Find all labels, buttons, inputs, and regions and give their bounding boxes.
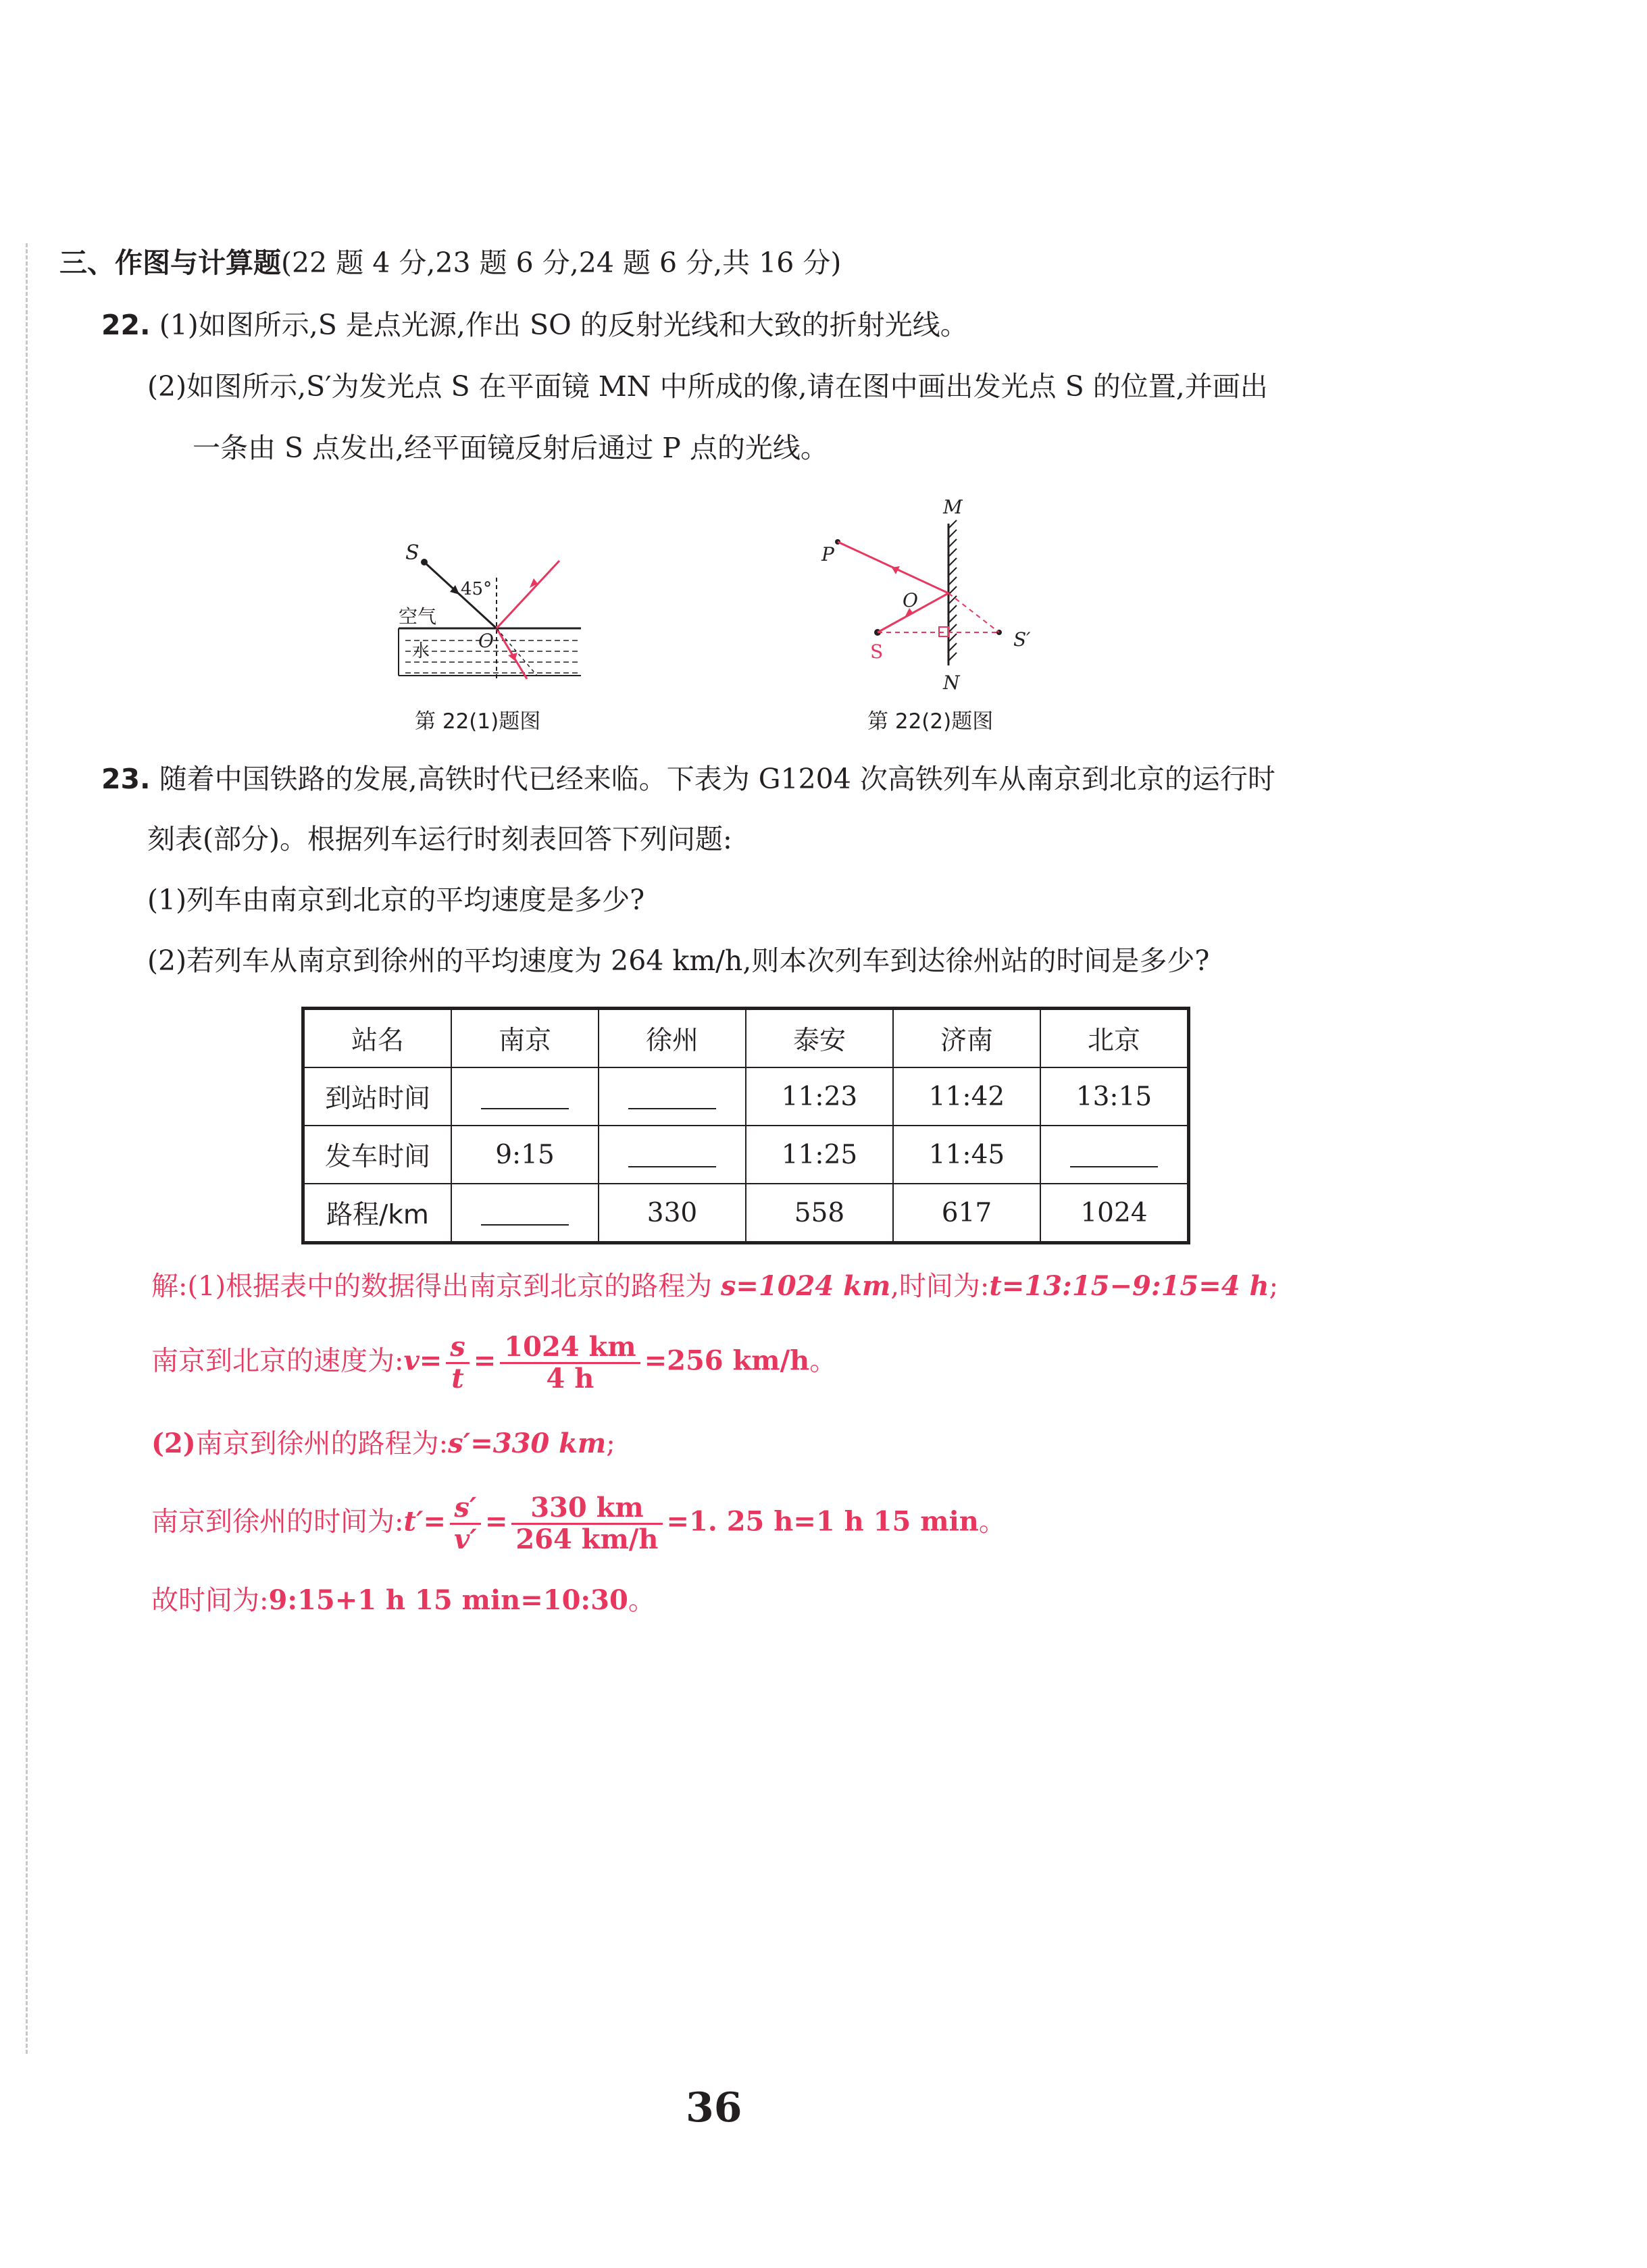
q22-part2-line2: 一条由 S 点发出,经平面镜反射后通过 P 点的光线。 xyxy=(193,432,828,464)
mirror-hatching xyxy=(948,520,957,661)
table-row-depart xyxy=(303,1126,1189,1184)
solution-line3: (2)南京到徐州的路程为:s′=330 km; xyxy=(151,1428,615,1459)
binding-margin-line xyxy=(26,243,28,2054)
table-cell: 330 xyxy=(599,1184,746,1243)
table-row-header xyxy=(303,1009,1189,1068)
row-label: 发车时间 xyxy=(303,1126,452,1184)
row-label: 路程/km xyxy=(303,1184,452,1243)
table-cell: 11:42 xyxy=(893,1067,1040,1126)
table-header-cell: 北京 xyxy=(1040,1009,1189,1068)
table-cell: 617 xyxy=(893,1184,1040,1243)
label-angle: 45° xyxy=(461,579,492,599)
label-s-prime: S′ xyxy=(1013,628,1031,651)
table-cell-blank xyxy=(599,1126,746,1184)
solution-line5: 故时间为:9:15+1 h 15 min=10:30。 xyxy=(151,1584,655,1616)
section-title: 三、作图与计算题 xyxy=(59,247,281,279)
table-cell-blank xyxy=(451,1067,599,1126)
table-cell: 11:23 xyxy=(746,1067,893,1126)
figure-22-1-caption: 第 22(1)题图 xyxy=(415,709,541,734)
table-row-arrive xyxy=(303,1067,1189,1126)
table-header-cell: 泰安 xyxy=(746,1009,893,1068)
figure-22-2-caption: 第 22(2)题图 xyxy=(867,709,994,734)
table-header-cell: 济南 xyxy=(893,1009,1040,1068)
solution-line2: 南京到北京的速度为:v= $\frac{s}{t}$ = $\frac{1024 km}{4 h}$ =256 km/h。 xyxy=(151,1331,837,1394)
table-cell-blank xyxy=(599,1067,746,1126)
label-n: N xyxy=(943,672,960,694)
label-o: O xyxy=(903,589,918,611)
table-cell-blank xyxy=(451,1184,599,1243)
table-header-cell: 站名 xyxy=(303,1009,452,1068)
label-m: M xyxy=(943,496,963,518)
q22-part1 xyxy=(101,307,968,343)
label-o: O xyxy=(478,630,494,652)
table-header-cell: 徐州 xyxy=(599,1009,746,1068)
page-number: 36 xyxy=(686,2084,742,2132)
q22-part2-line1: (2)如图所示,S′为发光点 S 在平面镜 MN 中所成的像,请在图中画出发光点 S 的位置,并画出 xyxy=(147,370,1268,403)
table-cell: 13:15 xyxy=(1040,1067,1189,1126)
table-cell: 1024 xyxy=(1040,1184,1189,1243)
q23-part1: (1)列车由南京到北京的平均速度是多少? xyxy=(147,884,645,916)
q23-number: 23. xyxy=(101,763,151,795)
table-cell-blank xyxy=(1040,1126,1189,1184)
q23-line1-text: 随着中国铁路的发展,高铁时代已经来临。下表为 G1204 次高铁列车从南京到北京的运行时 xyxy=(159,763,1275,795)
label-s: S xyxy=(405,541,420,565)
table-cell: 11:25 xyxy=(746,1126,893,1184)
table-cell: 558 xyxy=(746,1184,893,1243)
row-label: 到站时间 xyxy=(303,1067,452,1126)
reflected-ray xyxy=(497,561,559,628)
extension-dashed xyxy=(497,628,537,676)
solution-line1: 解:(1)根据表中的数据得出南京到北京的路程为 s=1024 km,时间为:t=13:15−9:15=4 h; xyxy=(151,1270,1279,1302)
q23-line2: 刻表(部分)。根据列车运行时刻表回答下列问题: xyxy=(147,823,732,855)
section-points: (22 题 4 分,23 题 6 分,24 题 6 分,共 16 分) xyxy=(281,247,842,279)
label-p: P xyxy=(821,543,834,565)
label-air: 空气 xyxy=(399,605,437,628)
figure-22-2-plane-mirror xyxy=(811,493,1054,696)
q23-part2: (2)若列车从南京到徐州的平均速度为 264 km/h,则本次列车到达徐州站的时间是多少? xyxy=(147,944,1210,977)
refracted-ray xyxy=(497,628,527,679)
timetable xyxy=(301,1007,1190,1244)
solution-line4: 南京到徐州的时间为:t′= $\frac{s'}{v'}$ = $\frac{330 km}{264 km/h}$ =1. 25 h=1 h 15 min。 xyxy=(151,1492,1006,1555)
q22-number: 22. xyxy=(101,309,151,341)
label-water: 水 xyxy=(412,641,430,661)
q22-part1-text: (1)如图所示,S 是点光源,作出 SO 的反射光线和大致的折射光线。 xyxy=(159,309,968,341)
table-header-cell: 南京 xyxy=(451,1009,599,1068)
table-row-distance xyxy=(303,1184,1189,1243)
figure-22-1-refraction xyxy=(385,540,608,703)
label-s: S xyxy=(870,640,884,663)
section-heading xyxy=(59,245,841,281)
q23-line1 xyxy=(101,761,1275,797)
virtual-ray xyxy=(948,593,999,632)
table-cell: 11:45 xyxy=(893,1126,1040,1184)
table-cell: 9:15 xyxy=(451,1126,599,1184)
